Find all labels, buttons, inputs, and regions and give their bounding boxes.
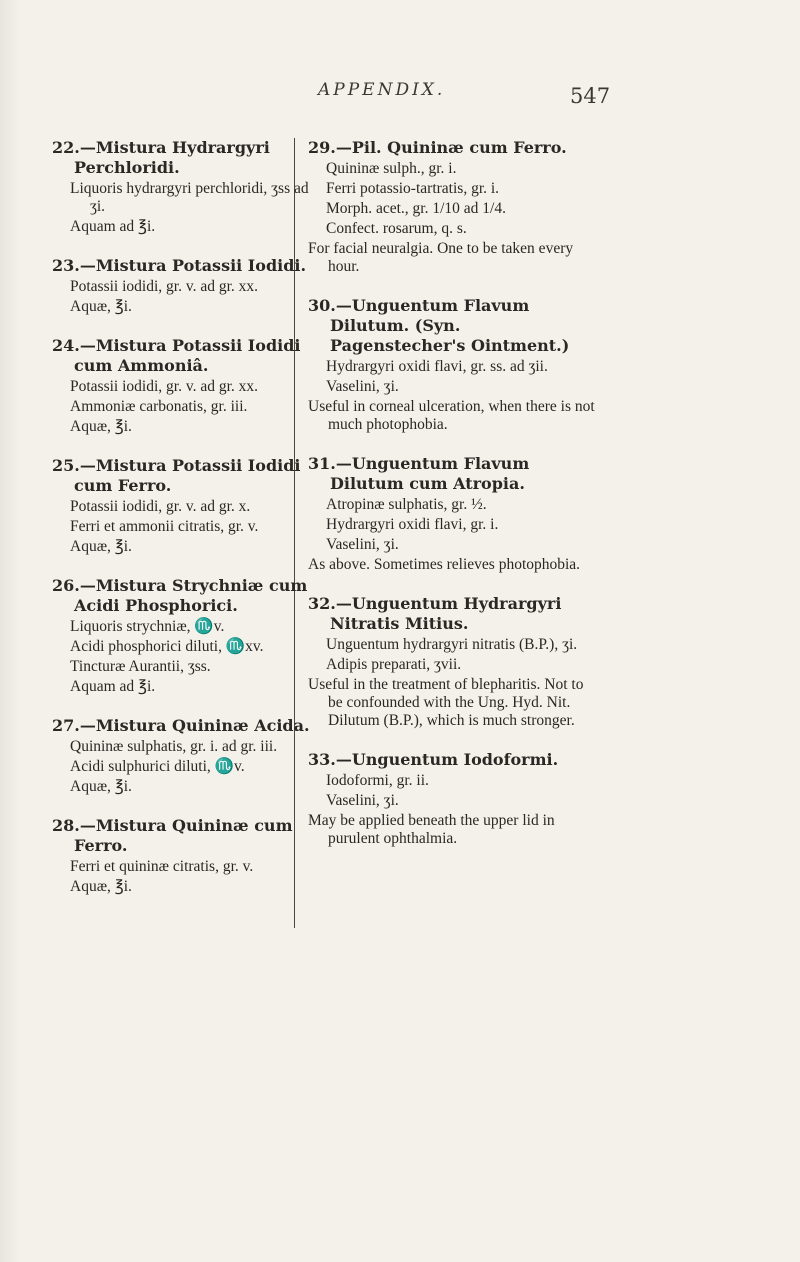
ingredient-line: Ammoniæ carbonatis, gr. iii.	[70, 398, 248, 415]
ingredient-line: Ferri et ammonii citratis, gr. v.	[70, 518, 259, 535]
formula-title: 22.—Mistura Hydrargyri Perchloridi.	[52, 138, 270, 177]
ingredient-line: Potassii iodidi, gr. v. ad gr. x.	[70, 498, 251, 515]
formula-entry	[52, 256, 314, 316]
ingredient-line: Aquæ, ℥i.	[70, 298, 132, 315]
formula-title: 27.—Mistura Quininæ Acida.	[52, 716, 310, 735]
formula-title: 32.—Unguentum Hydrargyri Nitratis Mitius.	[308, 594, 562, 633]
formula-entry	[52, 456, 314, 556]
ingredient-line: Hydrargyri oxidi flavi, gr. ss. ad ʒii.	[326, 358, 548, 375]
formula-title: 28.—Mistura Quininæ cum Ferro.	[52, 816, 293, 855]
formula-entry	[308, 594, 596, 730]
ingredient-line: Potassii iodidi, gr. v. ad gr. xx.	[70, 278, 259, 295]
ingredient-line: Unguentum hydrargyri nitratis (B.P.), ʒi.	[326, 636, 578, 653]
ingredient-line: Confect. rosarum, q. s.	[326, 220, 467, 237]
formula-entry	[52, 816, 314, 896]
usage-note: May be applied beneath the upper lid in purulent ophthalmia.	[308, 812, 555, 847]
page-header	[0, 80, 800, 110]
formula-entry	[52, 716, 314, 796]
right-column	[308, 138, 596, 868]
ingredient-line: Aquæ, ℥i.	[70, 538, 132, 555]
formula-title: 29.—Pil. Quininæ cum Ferro.	[308, 138, 567, 157]
formula-title: 26.—Mistura Strychniæ cum Acidi Phosphorici.	[52, 576, 308, 615]
formula-entry	[308, 138, 596, 276]
usage-note: Useful in the treatment of blepharitis. Not to be confounded with the Ung. Hyd. Nit. Dilutum (B.P.), which is much stronger.	[308, 676, 584, 729]
page-number: 547	[570, 84, 611, 108]
ingredient-line: Vaselini, ʒi.	[326, 378, 399, 395]
ingredient-line: Adipis preparati, ʒvii.	[326, 656, 462, 673]
ingredient-line: Quininæ sulphatis, gr. i. ad gr. iii.	[70, 738, 278, 755]
ingredient-line: Liquoris hydrargyri perchloridi, ʒss ad ʒi.	[70, 180, 309, 215]
ingredient-line: Quininæ sulph., gr. i.	[326, 160, 457, 177]
left-column	[52, 138, 314, 916]
usage-note: As above. Sometimes relieves photophobia.	[308, 556, 581, 573]
ingredient-line: Vaselini, ʒi.	[326, 792, 399, 809]
formula-entry	[308, 454, 596, 574]
ingredient-line: Vaselini, ʒi.	[326, 536, 399, 553]
ingredient-line: Acidi sulphurici diluti, ♏v.	[70, 758, 245, 775]
usage-note: Useful in corneal ulceration, when there is not much photophobia.	[308, 398, 595, 433]
ingredient-line: Acidi phosphorici diluti, ♏xv.	[70, 638, 264, 655]
formula-entry	[308, 750, 596, 848]
running-title: APPENDIX.	[318, 80, 446, 100]
ingredient-line: Aquæ, ℥i.	[70, 878, 132, 895]
ingredient-line: Liquoris strychniæ, ♏v.	[70, 618, 225, 635]
ingredient-line: Potassii iodidi, gr. v. ad gr. xx.	[70, 378, 259, 395]
ingredient-line: Atropinæ sulphatis, gr. ½.	[326, 496, 487, 513]
ingredient-line: Ferri potassio-tartratis, gr. i.	[326, 180, 500, 197]
ingredient-line: Aquam ad ℥i.	[70, 218, 156, 235]
formula-title: 33.—Unguentum Iodoformi.	[308, 750, 559, 769]
ingredient-line: Hydrargyri oxidi flavi, gr. i.	[326, 516, 499, 533]
formula-entry	[308, 296, 596, 434]
page-gutter-shadow	[0, 0, 20, 1262]
usage-note: For facial neuralgia. One to be taken every hour.	[308, 240, 574, 275]
ingredient-line: Aquæ, ℥i.	[70, 418, 132, 435]
ingredient-line: Morph. acet., gr. 1/10 ad 1/4.	[326, 200, 506, 217]
ingredient-line: Aquæ, ℥i.	[70, 778, 132, 795]
formula-entry	[52, 138, 314, 236]
formula-title: 25.—Mistura Potassii Iodidi cum Ferro.	[52, 456, 301, 495]
ingredient-line: Iodoformi, gr. ii.	[326, 772, 429, 789]
ingredient-line: Ferri et quininæ citratis, gr. v.	[70, 858, 254, 875]
formula-title: 31.—Unguentum Flavum Dilutum cum Atropia.	[308, 454, 530, 493]
ingredient-line: Tincturæ Aurantii, ʒss.	[70, 658, 211, 675]
formula-entry	[52, 576, 314, 696]
formula-title: 24.—Mistura Potassii Iodidi cum Ammoniâ.	[52, 336, 301, 375]
formula-entry	[52, 336, 314, 436]
formula-title: 30.—Unguentum Flavum Dilutum. (Syn. Pagenstecher's Ointment.)	[308, 296, 570, 355]
ingredient-line: Aquam ad ℥i.	[70, 678, 156, 695]
formula-title: 23.—Mistura Potassii Iodidi.	[52, 256, 307, 275]
